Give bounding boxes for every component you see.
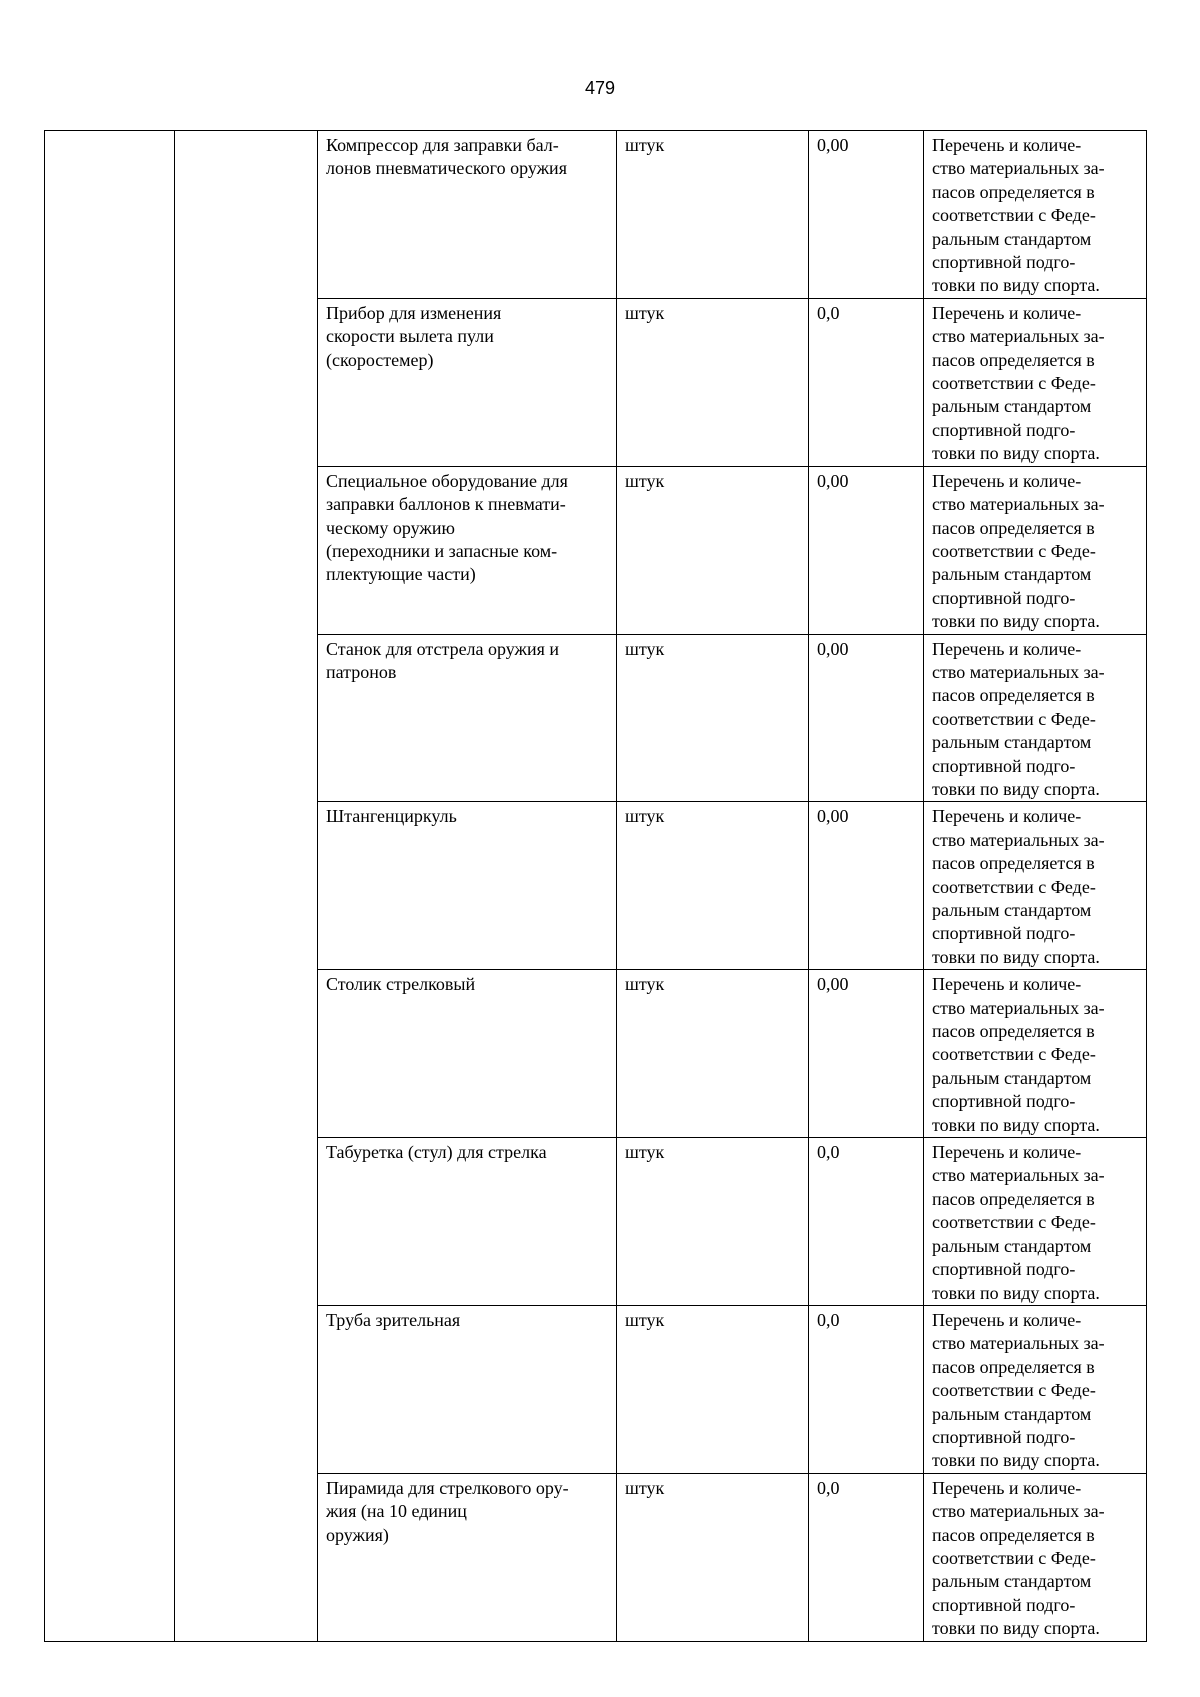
unit-cell: штук — [617, 1138, 809, 1306]
item-name-cell: Станок для отстрела оружия и патронов — [318, 634, 617, 802]
quantity-cell: 0,00 — [809, 466, 924, 634]
note-cell: Перечень и количе- ство материальных за- пасов определяется в соответствии с Феде- ральным стандартом спортивной подго- товки по виду спорта. — [924, 1138, 1147, 1306]
quantity-cell: 0,00 — [809, 131, 924, 299]
note-cell: Перечень и количе- ство материальных за- пасов определяется в соответствии с Феде- ральным стандартом спортивной подго- товки по виду спорта. — [924, 1473, 1147, 1641]
unit-cell: штук — [617, 466, 809, 634]
note-cell: Перечень и количе- ство материальных за- пасов определяется в соответствии с Феде- ральным стандартом спортивной подго- товки по виду спорта. — [924, 1305, 1147, 1473]
unit-cell: штук — [617, 298, 809, 466]
quantity-cell: 0,00 — [809, 634, 924, 802]
item-name-cell: Труба зрительная — [318, 1305, 617, 1473]
note-cell: Перечень и количе- ство материальных за- пасов определяется в соответствии с Феде- ральным стандартом спортивной подго- товки по виду спорта. — [924, 634, 1147, 802]
quantity-cell: 0,0 — [809, 1138, 924, 1306]
item-name-cell: Прибор для изменения скорости вылета пули (скоростемер) — [318, 298, 617, 466]
section-column-cell — [175, 131, 318, 1642]
item-name-cell: Столик стрелковый — [318, 970, 617, 1138]
note-cell: Перечень и количе- ство материальных за- пасов определяется в соответствии с Феде- ральным стандартом спортивной подго- товки по виду спорта. — [924, 298, 1147, 466]
unit-cell: штук — [617, 634, 809, 802]
unit-cell: штук — [617, 970, 809, 1138]
note-cell: Перечень и количе- ство материальных за- пасов определяется в соответствии с Феде- ральным стандартом спортивной подго- товки по виду спорта. — [924, 131, 1147, 299]
index-column-cell — [45, 131, 175, 1642]
unit-cell: штук — [617, 1473, 809, 1641]
note-cell: Перечень и количе- ство материальных за- пасов определяется в соответствии с Феде- ральным стандартом спортивной подго- товки по виду спорта. — [924, 970, 1147, 1138]
quantity-cell: 0,0 — [809, 1473, 924, 1641]
table-row — [45, 131, 1147, 299]
quantity-cell: 0,0 — [809, 1305, 924, 1473]
quantity-cell: 0,00 — [809, 802, 924, 970]
item-name-cell: Компрессор для заправки бал- лонов пневматического оружия — [318, 131, 617, 299]
item-name-cell: Штангенциркуль — [318, 802, 617, 970]
unit-cell: штук — [617, 1305, 809, 1473]
unit-cell: штук — [617, 131, 809, 299]
quantity-cell: 0,00 — [809, 970, 924, 1138]
item-name-cell: Специальное оборудование для заправки баллонов к пневмати- ческому оружию (переходники и запасные ком- плектующие части) — [318, 466, 617, 634]
note-cell: Перечень и количе- ство материальных за- пасов определяется в соответствии с Феде- ральным стандартом спортивной подго- товки по виду спорта. — [924, 802, 1147, 970]
page-number: 479 — [584, 78, 616, 98]
item-name-cell: Табуретка (стул) для стрелка — [318, 1138, 617, 1306]
equipment-table — [44, 130, 1147, 1642]
note-cell: Перечень и количе- ство материальных за- пасов определяется в соответствии с Феде- ральным стандартом спортивной подго- товки по виду спорта. — [924, 466, 1147, 634]
unit-cell: штук — [617, 802, 809, 970]
item-name-cell: Пирамида для стрелкового ору- жия (на 10 единиц оружия) — [318, 1473, 617, 1641]
quantity-cell: 0,0 — [809, 298, 924, 466]
